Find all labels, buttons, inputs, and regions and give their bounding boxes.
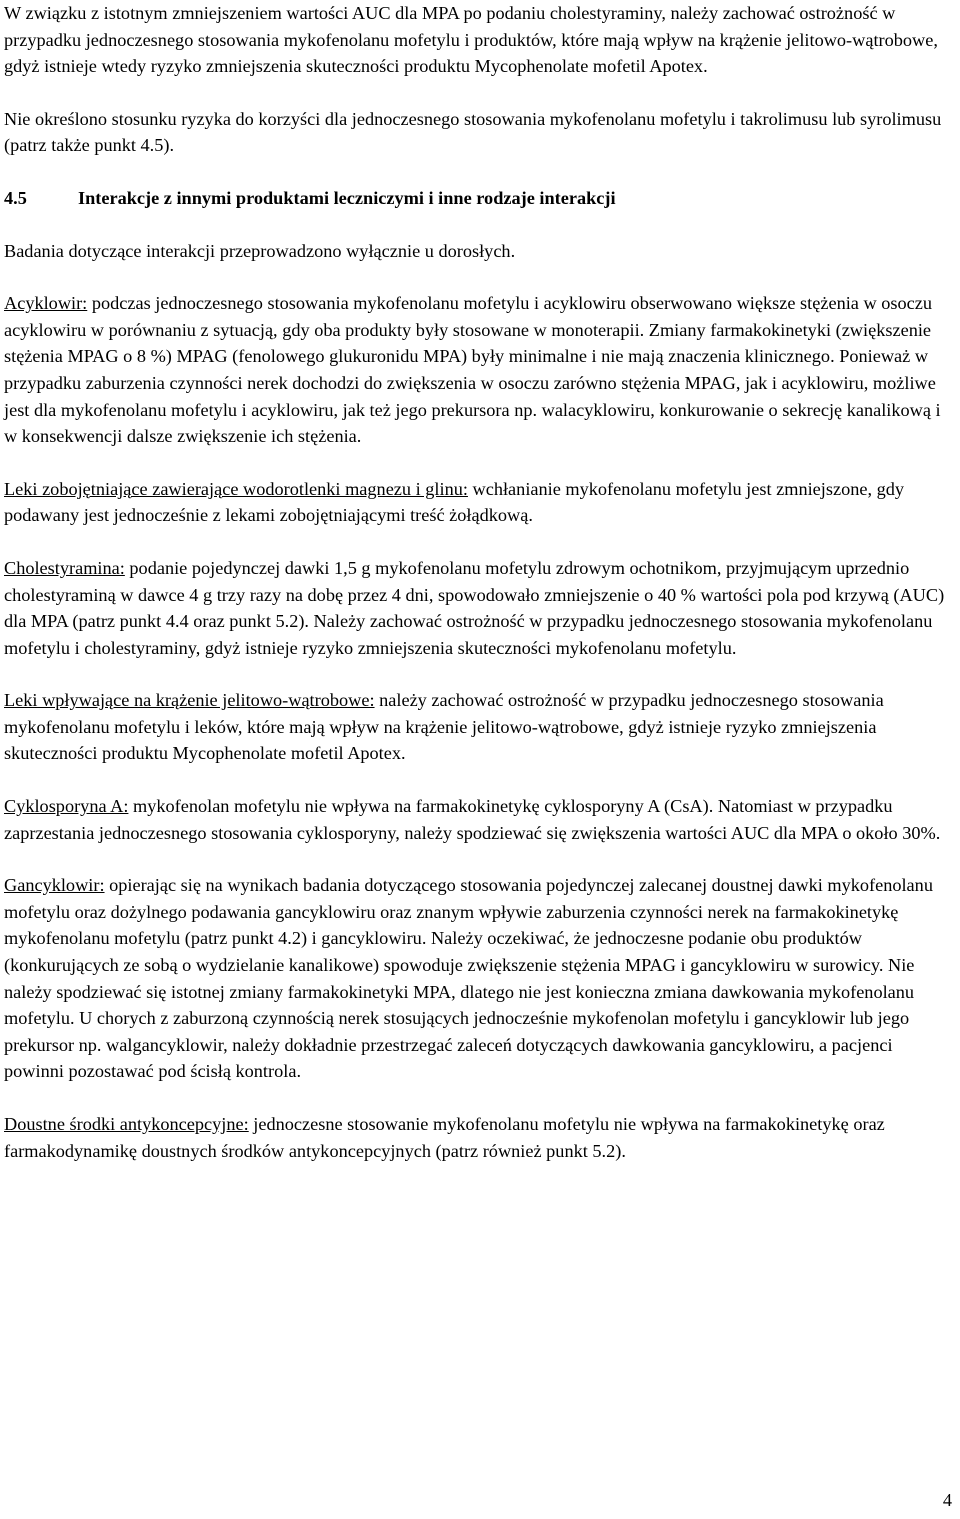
interaction-label: Leki zobojętniające zawierające wodorotlenki magnezu i glinu:	[4, 478, 468, 499]
interaction-acyclovir	[4, 290, 956, 450]
interaction-text: mykofenolan mofetylu nie wpływa na farmakokinetykę cyklosporyny A (CsA). Natomiast w przypadku zaprzestania jednoczesnego stosowania cyklosporyny, należy spodziewać się zwiększenia wartości AUC dla MPA o około 30%.	[4, 796, 941, 843]
interaction-ganciclovir	[4, 872, 956, 1085]
interaction-text: wchłanianie mykofenolanu mofetylu jest zmniejszone, gdy podawany jest jednocześnie z lekami zobojętniającymi treść żołądkową.	[4, 478, 905, 526]
interaction-label: Doustne środki antykoncepcyjne:	[4, 1114, 249, 1134]
interaction-text: podczas jednoczesnego stosowania mykofenolanu mofetylu i acyklowiru obserwowano większe stężenia w osoczu acyklowiru w porównaniu z sytuacją, gdy oba produkty były stosowane w monoterapii. Zmiany farmakokinetyki (zwiększenie stężenia MPAG o 8 %) MPAG (fenolowego glukuronidu MPA) były minimalne i nie mają znaczenia klinicznego. Ponieważ w przypadku zaburzenia czynności nerek dochodzi do zwiększenia w osoczu zarówno stężenia MPAG, jak i acyklowiru, możliwe jest dla mykofenolanu mofetylu i acyklowiru, jak też jego prekursora np. walacyklowiru, konkurowanie o sekrecję kanalikową i w konsekwencji dalsze zwiększenie ich stężenia.	[4, 293, 941, 447]
section-intro: Badania dotyczące interakcji przeprowadzono wyłącznie u dorosłych.	[4, 240, 516, 261]
interaction-label: Cyklosporyna A:	[4, 796, 129, 817]
interaction-label: Acyklowir:	[4, 293, 88, 314]
interaction-label: Gancyklowir:	[4, 875, 105, 896]
interaction-antacids	[4, 476, 956, 529]
interaction-label: Cholestyramina:	[4, 557, 125, 578]
section-number: 4.5	[4, 187, 27, 208]
document-page	[4, 0, 956, 1164]
interaction-text: podanie pojedynczej dawki 1,5 g mykofenolanu mofetylu zdrowym ochotnikom, przyjmującym uprzednio cholestyraminą w dawce 4 g trzy razy na dobę przez 4 dni, spowodowało zmniejszenie o 40 % wartości pola pod krzywą (AUC) dla MPA (patrz punkt 4.4 oraz punkt 5.2). Należy zachować ostrożność w przypadku jednoczesnego stosowania mykofenolanu mofetylu i cholestyraminy, gdyż istnieje ryzyko zmniejszenia skuteczności mykofenolanu mofetylu.	[4, 557, 945, 658]
interaction-enterohepatic	[4, 687, 956, 767]
interaction-text: jednoczesne stosowanie mykofenolanu mofetylu nie wpływa na farmakokinetykę oraz farmakodynamikę doustnych środków antykoncepcyjnych (patrz również punkt 5.2).	[4, 1114, 885, 1161]
page-number: 4	[942, 1490, 952, 1510]
interaction-oral-contraceptives	[4, 1111, 956, 1164]
paragraph-risk-benefit: Nie określono stosunku ryzyka do korzyści dla jednoczesnego stosowania mykofenolanu mofetylu i takrolimusu lub syrolimusu (patrz także punkt 4.5).	[4, 108, 942, 156]
section-heading	[4, 185, 956, 212]
interaction-text: należy zachować ostrożność w przypadku jednoczesnego stosowania mykofenolanu mofetylu i leków, które mają wpływ na krążenie jelitowo-wątrobowe, gdyż istnieje ryzyko zmniejszenia skuteczności produktu Mycophenolate mofetil Apotex.	[4, 690, 884, 764]
interaction-cholestyramine	[4, 555, 956, 661]
interaction-cyclosporine	[4, 793, 956, 846]
section-title: Interakcje z innymi produktami leczniczymi i inne rodzaje interakcji	[78, 187, 616, 208]
paragraph-auc-warning: W związku z istotnym zmniejszeniem wartości AUC dla MPA po podaniu cholestyraminy, należy zachować ostrożność w przypadku jednoczesnego stosowania mykofenolanu mofetylu i produktów, które mają wpływ na krążenie jelitowo-wątrobowe, gdyż istnieje wtedy ryzyko zmniejszenia skuteczności produktu Mycophenolate mofetil Apotex.	[4, 3, 938, 77]
interaction-label: Leki wpływające na krążenie jelitowo-wątrobowe:	[4, 690, 375, 711]
interaction-text: opierając się na wynikach badania dotyczącego stosowania pojedynczej zalecanej doustnej dawki mykofenolanu mofetylu oraz dożylnego podawania gancyklowiru oraz znanym wpływie zaburzenia czynności nerek na farmakokinetykę mykofenolanu mofetylu (patrz punkt 4.2) i gancyklowiru. Należy oczekiwać, że jednoczesne podanie obu produktów (konkurujących ze sobą o wydzielanie kanalikowe) spowoduje zwiększenie stężenia MPAG i gancyklowiru w surowicy. Nie należy spodziewać się istotnej zmiany farmakokinetyki MPA, dlatego nie jest konieczna zmiana dawkowania mykofenolanu mofetylu. U chorych z zaburzoną czynnością nerek stosujących jednocześnie mykofenolan mofetylu i gancyklowir lub jego prekursor np. walgancyklowir, należy dokładnie przestrzegać zaleceń dotyczących dawkowania gancyklowiru, a pacjenci powinni pozostawać pod ścisłą kontrola.	[4, 875, 933, 1082]
